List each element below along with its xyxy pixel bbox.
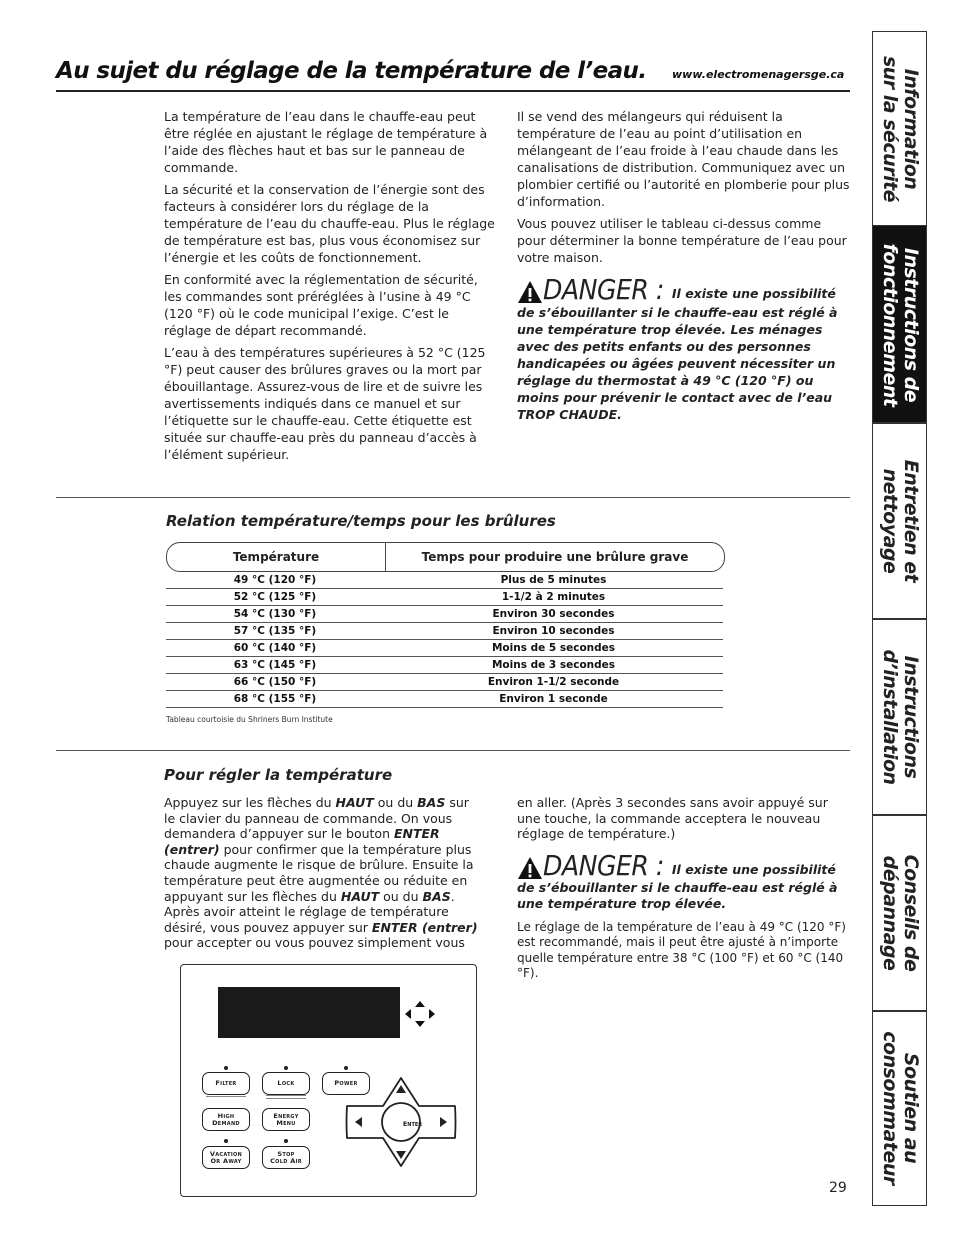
fine-print [266,1098,306,1099]
button-label: Energy [273,1111,299,1120]
table-row [166,572,723,589]
table-cell: Moins de 5 secondes [384,640,723,657]
burn-table-title: Relation température/temps pour les brûlures [166,512,556,530]
intro-left-column [164,108,498,468]
tab-label-line: Instructions [899,655,922,779]
intro-paragraph: La sécurité et la conservation de l’énergie sont des facteurs à considérer lors du réglage de la température de l’eau du chauffe-eau. Plus le réglage de température est bas, plus vous économisez sur l’énergie et les coûts de fonctionnement. [164,182,495,265]
table-cell: 60 °C (140 °F) [166,640,384,657]
tab-care-cleaning[interactable] [872,422,927,620]
tab-label-line: consommateur [878,1031,901,1185]
indicator-light [344,1066,348,1070]
recommended-setting-note: Le réglage de la température de l’eau à 49 °C (120 °F) est recommandé, mais il peut être ajusté à n’importe quelle température entre 38 °C (100 °F) et 60 °C (140 °F). [517,919,846,981]
page-number: 29 [829,1180,847,1196]
danger-block [517,273,851,423]
adjust-right-column [517,795,851,987]
intro-paragraph: La température de l’eau dans le chauffe-eau peut être réglée en ajustant le réglage de température à l’aide des flèches haut et bas sur le panneau de commande. [164,109,488,175]
tab-troubleshooting-tips[interactable] [872,814,927,1012]
table-cell: 52 °C (125 °F) [166,589,384,606]
table-cell: Environ 1-1/2 seconde [384,674,723,691]
text-run: sur le clavier du panneau de commande. On vous demandera d’appuyer sur le bouton [164,795,469,842]
warning-triangle-icon [517,856,543,880]
danger-header [517,848,851,882]
table-cell: 68 °C (155 °F) [166,691,384,708]
filter-button[interactable]: Filter [202,1072,250,1095]
table-cell: 54 °C (130 °F) [166,606,384,623]
tab-label-line: Soutien au [899,1052,922,1164]
table-cell: Environ 30 secondes [384,606,723,623]
table-cell: Environ 1 seconde [384,691,723,708]
table-row [166,589,723,606]
fine-print [266,1095,306,1096]
table-cell: 49 °C (120 °F) [166,572,384,589]
tab-consumer-support[interactable] [872,1010,927,1206]
button-label: Vacation [209,1149,243,1158]
indicator-light [224,1139,228,1143]
adjust-instructions [164,795,484,951]
table-row [166,606,723,623]
tab-label-line: Instructions de [899,247,922,402]
text-run: ou du [379,888,423,904]
stop-cold-air-button[interactable] [262,1146,310,1169]
control-panel-illustration [180,964,477,1197]
danger-word: DANGER : [543,273,664,306]
tab-label [879,460,921,582]
danger-text: de s’ébouillanter si le chauffe-eau est réglé à une température trop élevée. [517,879,838,911]
tab-label [879,56,921,202]
right-arrow-icon[interactable] [439,1115,453,1131]
key-down: BAS [422,888,451,904]
intro-paragraph: Vous pouvez utiliser le tableau ci-dessus comme pour déterminer la bonne température de l’eau pour votre maison. [517,216,847,265]
adjust-section-title: Pour régler la température [164,766,393,784]
tab-label [879,1031,921,1185]
danger-header [517,273,851,306]
key-up: HAUT [340,888,380,904]
table-cell: 1-1/2 à 2 minutes [384,589,723,606]
tab-label [879,243,921,406]
key-down: BAS [417,795,446,810]
tab-label-line: Information [899,68,922,190]
table-cell: 66 °C (150 °F) [166,674,384,691]
tab-label-line: nettoyage [878,468,901,574]
tab-label-line: sur la sécurité [878,55,901,203]
table-cell: Moins de 3 secondes [384,657,723,674]
intro-paragraph: Il se vend des mélangeurs qui réduisent la température de l’eau au point d’utilisation en mélangeant de l’eau froide à l’eau chaude dans les canalisations de distribution. Communiquez avec un plombier certifié ou l’autorité en plomberie pour plus d’information. [517,109,850,209]
key-up: HAUT [335,795,374,810]
burn-table [166,572,723,708]
table-cell: 63 °C (145 °F) [166,657,384,674]
tab-operating-instructions[interactable] [872,225,927,424]
tab-label-line: Entretien et [899,459,922,583]
button-label: Menu [276,1118,296,1127]
burn-table-header [166,542,725,572]
danger-block [517,848,851,912]
display-arrows-icon [405,1001,435,1027]
button-label: Cold Air [270,1156,302,1165]
left-arrow-icon[interactable] [353,1115,367,1131]
indicator-light [284,1066,288,1070]
high-demand-button[interactable] [202,1108,250,1131]
table-row [166,657,723,674]
danger-text: de s’ébouillanter si le chauffe-eau est réglé à une température trop élevée. Les ménages avec des petits enfants ou des personnes handicapées ou âgées peuvent nécessiter un réglage du thermostat à 49 °C (120 °F) ou moins pour prévenir le contact avec de l’eau TROP CHAUDE. [517,305,838,422]
tab-installation-instructions[interactable] [872,618,927,816]
text-run: . Après avoir atteint le réglage de température désiré, vous pouvez appuyer sur [164,888,455,935]
tab-label-line: fonctionnement [878,243,901,406]
button-label: Or Away [210,1156,242,1165]
warning-triangle-icon [517,280,543,304]
text-run: pour confirmer que la température plus chaude augmente le risque de brûlure. Ensuite la température peut être augmentée ou réduite en appuyant sur les flèches du [164,841,474,904]
header-rule [56,90,850,92]
tab-label-line: dépannage [878,855,901,971]
column-header-time: Temps pour produire une brûlure grave [421,550,689,564]
fine-print [206,1096,246,1097]
danger-inline: Il existe une possibilité [671,286,836,301]
table-cell: Plus de 5 minutes [384,572,723,589]
key-enter: ENTER (entrer) [371,919,478,935]
button-label: Stop [277,1149,295,1158]
table-row [166,674,723,691]
indicator-light [224,1066,228,1070]
table-cell: Environ 10 secondes [384,623,723,640]
text-run: Appuyez sur les flèches du [164,795,336,810]
lcd-display [218,987,400,1038]
power-button[interactable]: Power [322,1072,370,1095]
indicator-light [284,1139,288,1143]
tab-safety-information[interactable] [872,31,927,227]
section-divider [56,750,850,751]
energy-menu-button[interactable] [262,1108,310,1131]
section-divider [56,497,850,498]
up-arrow-icon[interactable] [400,1084,414,1100]
danger-inline: Il existe une possibilité [671,862,836,878]
danger-word: DANGER : [543,848,664,882]
table-credit: Tableau courtoisie du Shriners Burn Institute [166,715,333,724]
enter-button[interactable]: Enter [402,1120,423,1128]
down-arrow-icon[interactable] [400,1150,414,1166]
website-url[interactable]: www.electromenagersge.ca [672,68,845,81]
intro-paragraph: L’eau à des températures supérieures à 52 °C (125 °F) peut causer des brûlures graves ou la mort par ébouillantage. Assurez-vous de lire et de suivre les avertissements indiqués dans ce manuel et sur l’étiquette sur le chauffe-eau. Cette étiquette est située sur chauffe-eau près du panneau d’accès à l’élément supérieur. [164,345,486,462]
button-label: High [217,1111,235,1120]
tab-label-line: Conseils de [899,854,922,972]
table-row [166,691,723,708]
column-header-temperature: Température [167,543,386,571]
tab-label [879,855,921,972]
adjust-paragraph: en aller. (Après 3 secondes sans avoir appuyé sur une touche, la commande acceptera le nouveau réglage de température.) [517,795,828,842]
intro-right-column [517,108,851,423]
page-title: Au sujet du réglage de la température de l’eau. [56,58,647,84]
vacation-button[interactable] [202,1146,250,1169]
tab-label-line: d’installation [878,649,901,785]
key-enter: ENTER (entrer) [164,826,440,857]
lock-button[interactable]: Lock [262,1072,310,1095]
tab-label [879,649,921,784]
table-row [166,623,723,640]
button-label: Demand [212,1118,240,1127]
text-run: pour accepter ou vous pouvez simplement vous [164,935,465,951]
intro-paragraph: En conformité avec la réglementation de sécurité, les commandes sont préréglées à l’usine à 49 °C (120 °F) où le code municipal l’exige. C’est le réglage de départ recommandé. [164,272,478,338]
table-cell: 57 °C (135 °F) [166,623,384,640]
text-run: ou du [373,795,418,810]
table-row [166,640,723,657]
